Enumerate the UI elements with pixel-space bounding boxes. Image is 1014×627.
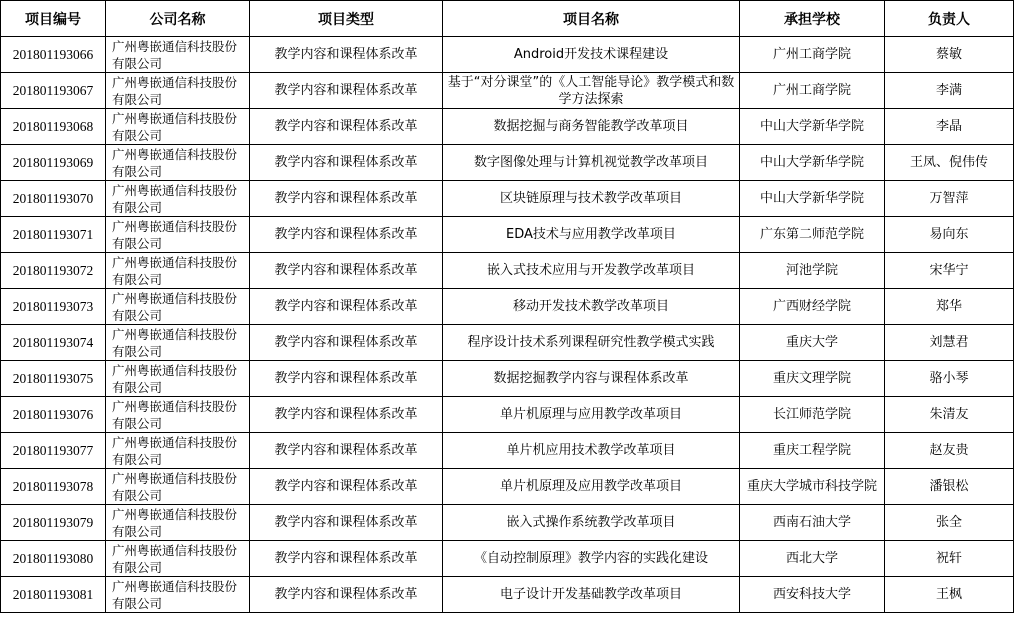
- table-row: [1, 37, 1014, 73]
- cell-project-id: 201801193081: [1, 577, 106, 613]
- cell-project-name: 数据挖掘教学内容与课程体系改革: [443, 361, 740, 397]
- cell-project-id: 201801193074: [1, 325, 106, 361]
- cell-leader: 李满: [885, 73, 1014, 109]
- cell-company-name: 广州粤嵌通信科技股份有限公司: [106, 541, 250, 577]
- table-row: [1, 469, 1014, 505]
- cell-company-name: 广州粤嵌通信科技股份有限公司: [106, 289, 250, 325]
- cell-company-name: 广州粤嵌通信科技股份有限公司: [106, 433, 250, 469]
- cell-project-name: 区块链原理与技术教学改革项目: [443, 181, 740, 217]
- cell-leader: 易向东: [885, 217, 1014, 253]
- cell-project-type: 教学内容和课程体系改革: [250, 37, 443, 73]
- cell-leader: 万智萍: [885, 181, 1014, 217]
- cell-project-type: 教学内容和课程体系改革: [250, 469, 443, 505]
- table-row: [1, 145, 1014, 181]
- cell-company-name: 广州粤嵌通信科技股份有限公司: [106, 325, 250, 361]
- table-row: [1, 361, 1014, 397]
- cell-project-id: 201801193067: [1, 73, 106, 109]
- cell-project-id: 201801193073: [1, 289, 106, 325]
- table-row: [1, 109, 1014, 145]
- header-project-name: 项目名称: [443, 1, 740, 37]
- header-company-name: 公司名称: [106, 1, 250, 37]
- table-body: [1, 37, 1014, 613]
- table-row: [1, 577, 1014, 613]
- cell-school: 长江师范学院: [740, 397, 885, 433]
- cell-project-id: 201801193068: [1, 109, 106, 145]
- cell-project-name: 移动开发技术教学改革项目: [443, 289, 740, 325]
- cell-school: 广州工商学院: [740, 37, 885, 73]
- cell-project-type: 教学内容和课程体系改革: [250, 433, 443, 469]
- cell-leader: 赵友贵: [885, 433, 1014, 469]
- table-row: [1, 73, 1014, 109]
- table-row: [1, 217, 1014, 253]
- cell-project-type: 教学内容和课程体系改革: [250, 181, 443, 217]
- cell-school: 中山大学新华学院: [740, 181, 885, 217]
- cell-project-id: 201801193070: [1, 181, 106, 217]
- cell-project-type: 教学内容和课程体系改革: [250, 73, 443, 109]
- cell-company-name: 广州粤嵌通信科技股份有限公司: [106, 397, 250, 433]
- cell-project-id: 201801193076: [1, 397, 106, 433]
- cell-school: 重庆大学城市科技学院: [740, 469, 885, 505]
- header-project-type: 项目类型: [250, 1, 443, 37]
- table-row: [1, 181, 1014, 217]
- cell-company-name: 广州粤嵌通信科技股份有限公司: [106, 253, 250, 289]
- cell-school: 广东第二师范学院: [740, 217, 885, 253]
- cell-project-type: 教学内容和课程体系改革: [250, 361, 443, 397]
- table-row: [1, 433, 1014, 469]
- cell-leader: 李晶: [885, 109, 1014, 145]
- table-row: [1, 289, 1014, 325]
- cell-project-id: 201801193069: [1, 145, 106, 181]
- cell-leader: 骆小琴: [885, 361, 1014, 397]
- cell-project-type: 教学内容和课程体系改革: [250, 253, 443, 289]
- cell-company-name: 广州粤嵌通信科技股份有限公司: [106, 181, 250, 217]
- header-project-id: 项目编号: [1, 1, 106, 37]
- cell-project-id: 201801193079: [1, 505, 106, 541]
- cell-project-id: 201801193077: [1, 433, 106, 469]
- cell-school: 广西财经学院: [740, 289, 885, 325]
- cell-project-name: 单片机原理及应用教学改革项目: [443, 469, 740, 505]
- cell-project-name: 电子设计开发基础教学改革项目: [443, 577, 740, 613]
- cell-leader: 宋华宁: [885, 253, 1014, 289]
- cell-project-name: 程序设计技术系列课程研究性教学模式实践: [443, 325, 740, 361]
- cell-school: 河池学院: [740, 253, 885, 289]
- table-row: [1, 505, 1014, 541]
- cell-project-id: 201801193075: [1, 361, 106, 397]
- cell-project-id: 201801193072: [1, 253, 106, 289]
- cell-project-name: 数据挖掘与商务智能教学改革项目: [443, 109, 740, 145]
- cell-leader: 王凤、倪伟传: [885, 145, 1014, 181]
- cell-leader: 朱清友: [885, 397, 1014, 433]
- cell-leader: 潘银松: [885, 469, 1014, 505]
- cell-company-name: 广州粤嵌通信科技股份有限公司: [106, 109, 250, 145]
- cell-project-id: 201801193071: [1, 217, 106, 253]
- cell-leader: 祝轩: [885, 541, 1014, 577]
- cell-project-type: 教学内容和课程体系改革: [250, 397, 443, 433]
- cell-project-id: 201801193080: [1, 541, 106, 577]
- cell-project-type: 教学内容和课程体系改革: [250, 541, 443, 577]
- cell-school: 西北大学: [740, 541, 885, 577]
- cell-project-id: 201801193078: [1, 469, 106, 505]
- cell-project-name: 嵌入式操作系统教学改革项目: [443, 505, 740, 541]
- cell-company-name: 广州粤嵌通信科技股份有限公司: [106, 469, 250, 505]
- cell-project-id: 201801193066: [1, 37, 106, 73]
- header-row: [1, 1, 1014, 37]
- cell-school: 西安科技大学: [740, 577, 885, 613]
- table-row: [1, 541, 1014, 577]
- cell-company-name: 广州粤嵌通信科技股份有限公司: [106, 505, 250, 541]
- table-row: [1, 397, 1014, 433]
- cell-project-type: 教学内容和课程体系改革: [250, 145, 443, 181]
- cell-project-name: 单片机原理与应用教学改革项目: [443, 397, 740, 433]
- cell-leader: 蔡敏: [885, 37, 1014, 73]
- cell-leader: 刘慧君: [885, 325, 1014, 361]
- cell-company-name: 广州粤嵌通信科技股份有限公司: [106, 37, 250, 73]
- cell-leader: 张全: [885, 505, 1014, 541]
- cell-project-name: Android开发技术课程建设: [443, 37, 740, 73]
- cell-school: 重庆大学: [740, 325, 885, 361]
- cell-project-name: 嵌入式技术应用与开发教学改革项目: [443, 253, 740, 289]
- cell-leader: 王枫: [885, 577, 1014, 613]
- cell-project-name: 基于“对分课堂”的《人工智能导论》教学模式和数学方法探索: [443, 73, 740, 109]
- cell-project-type: 教学内容和课程体系改革: [250, 217, 443, 253]
- cell-project-type: 教学内容和课程体系改革: [250, 325, 443, 361]
- cell-project-name: 数字图像处理与计算机视觉教学改革项目: [443, 145, 740, 181]
- cell-company-name: 广州粤嵌通信科技股份有限公司: [106, 577, 250, 613]
- cell-leader: 郑华: [885, 289, 1014, 325]
- cell-project-name: 《自动控制原理》教学内容的实践化建设: [443, 541, 740, 577]
- cell-project-name: EDA技术与应用教学改革项目: [443, 217, 740, 253]
- cell-school: 重庆文理学院: [740, 361, 885, 397]
- cell-company-name: 广州粤嵌通信科技股份有限公司: [106, 217, 250, 253]
- cell-company-name: 广州粤嵌通信科技股份有限公司: [106, 145, 250, 181]
- cell-project-type: 教学内容和课程体系改革: [250, 505, 443, 541]
- table-row: [1, 325, 1014, 361]
- cell-project-name: 单片机应用技术教学改革项目: [443, 433, 740, 469]
- header-school: 承担学校: [740, 1, 885, 37]
- cell-school: 西南石油大学: [740, 505, 885, 541]
- cell-project-type: 教学内容和课程体系改革: [250, 577, 443, 613]
- table-row: [1, 253, 1014, 289]
- cell-school: 中山大学新华学院: [740, 109, 885, 145]
- cell-company-name: 广州粤嵌通信科技股份有限公司: [106, 73, 250, 109]
- cell-company-name: 广州粤嵌通信科技股份有限公司: [106, 361, 250, 397]
- cell-school: 中山大学新华学院: [740, 145, 885, 181]
- cell-school: 重庆工程学院: [740, 433, 885, 469]
- cell-project-type: 教学内容和课程体系改革: [250, 289, 443, 325]
- header-leader: 负责人: [885, 1, 1014, 37]
- cell-school: 广州工商学院: [740, 73, 885, 109]
- cell-project-type: 教学内容和课程体系改革: [250, 109, 443, 145]
